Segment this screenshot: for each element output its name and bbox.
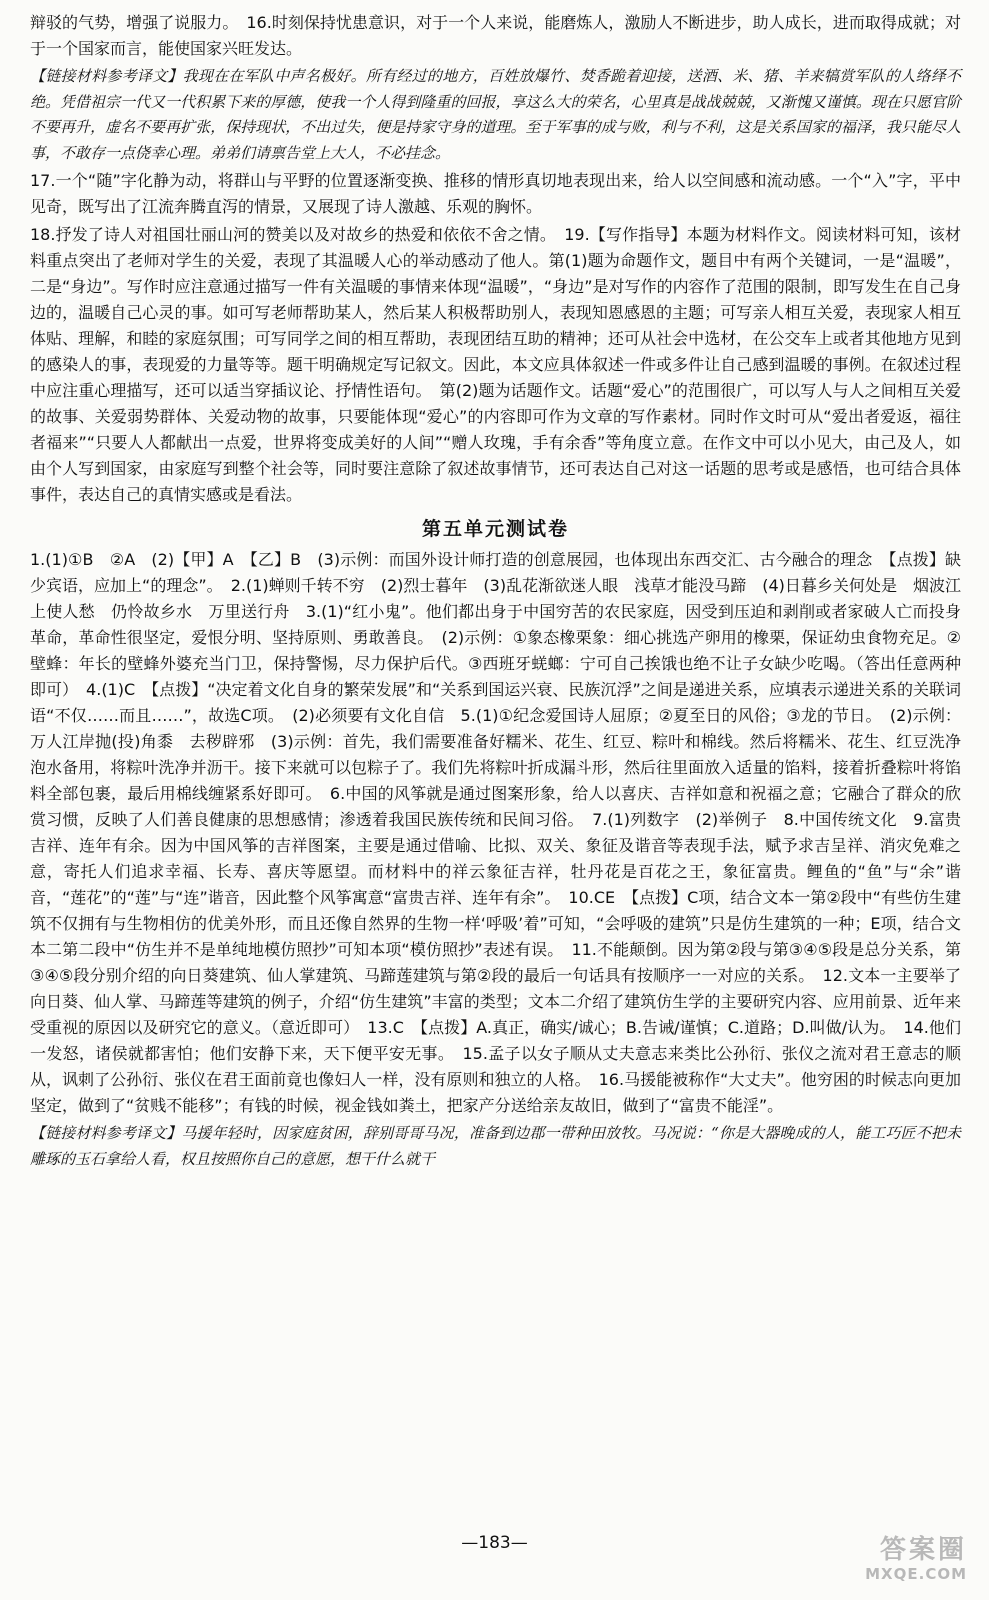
paragraph-16: 辩驳的气势，增强了说服力。 16.时刻保持忧患意识，对于一个人来说，能磨炼人，激励人不断进步，助人成长，进而取得成就；对于一个国家而言，能使国家兴旺发达。 <box>30 13 961 58</box>
paragraph-18-19: 18.抒发了诗人对祖国壮丽山河的赞美以及对故乡的热爱和依依不舍之情。 19.【写作指导】本题为材料作文。阅读材料可知，该材料重点突出了老师对学生的关爱，表现了其温暖人心的举动感动了他人。第(1)题为命题作文，题目中有两个关键词，一是“温暖”，二是“身边”。写作时应注意通过描写一件有关温暖的事情来体现“温暖”，“身边”是对写作的内容作了范围的限制，即写发生在自己身边的，温暖自己心灵的事。如可写老师帮助某人，然后某人积极帮助别人，表现知恩感恩的主题；可写亲人相互关爱，表现家人相互体贴、理解，和睦的家庭氛围；可写同学之间的相互帮助，表现团结互助的精神；还可从社会中选材，在公交车上或者其他地方见到的感染人的事，表现爱的力量等等。题干明确规定写记叙文。因此，本文应具体叙述一件或多件让自己感到温暖的事例。在叙述过程中应注重心理描写，还可以适当穿插议论、抒情性语句。 第(2)题为话题作文。话题“爱心”的范围很广，可以写人与人之间相互关爱的故事、关爱弱势群体、关爱动物的故事，只要能体现“爱心”的内容即可作为文章的写作素材。同时作文时可从“爱出者爱返，福往者福来”“只要人人都献出一点爱，世界将变成美好的人间”“赠人玫瑰，手有余香”等角度立意。在作文中可以小见大，由己及人，如由个人写到国家，由家庭写到整个社会等，同时要注意除了叙述故事情节，还可表达自己对这一话题的思考或是感悟，也可结合具体事件，表达自己的真情实感或是看法。 <box>30 225 961 504</box>
unit-five-answers: 1.(1)①B ②A (2)【甲】A 【乙】B (3)示例：而国外设计师打造的创意展园，也体现出东西交汇、古今融合的理念 【点拨】缺少宾语，应加上“的理念”。 2.(1)蝉则千转不穷 (2)烈士暮年 (3)乱花渐欲迷人眼 浅草才能没马蹄 (4)日暮乡关何处是 烟波江上使人愁 仍怜故乡水 万里送行舟 3.(1)“红小鬼”。他们都出身于中国穷苦的农民家庭，因受到压迫和剥削或者家破人亡而投身革命，革命性很坚定，爱恨分明、坚持原则、勇敢善良。 (2)示例：①象态橡栗象：细心挑选产卵用的橡栗，保证幼虫食物充足。②壁蜂：年长的壁蜂外婆充当门卫，保持警惕，尽力保护后代。③西班牙蜣螂：宁可自己挨饿也绝不让子女缺少吃喝。（答出任意两种即可） 4.(1)C 【点拨】“决定着文化自身的繁荣发展”和“关系到国运兴衰、民族沉浮”之间是递进关系，应填表示递进关系的关联词语“不仅……而且……”，故选C项。 (2)必须要有文化自信 5.(1)①纪念爱国诗人屈原；②夏至日的风俗；③龙的节日。 (2)示例：万人江岸抛(投)角黍 去秽辟邪 (3)示例：首先，我们需要准备好糯米、花生、红豆、粽叶和棉线。然后将糯米、花生、红豆洗净泡水备用，将粽叶洗净并沥干。接下来就可以包粽子了。我们先将粽叶折成漏斗形，然后往里面放入适量的馅料，接着折叠粽叶将馅料全部包裹，最后用棉线缠紧系好即可。 6.中国的风筝就是通过图案形象，给人以喜庆、吉祥如意和祝福之意；它融合了群众的欣赏习惯，反映了人们善良健康的思想感情；渗透着我国民族传统和民间习俗。 7.(1)列数字 (2)举例子 8.中国传统文化 9.富贵吉祥、连年有余。因为中国风筝的吉祥图案，主要是通过借喻、比拟、双关、象征及谐音等表现手法，赋予求吉呈祥、消灾免难之意，寄托人们追求幸福、长寿、喜庆等愿望。而材料中的祥云象征吉祥，牡丹花是百花之王，象征富贵。鲤鱼的“鱼”与“余”谐音，“莲花”的“莲”与“连”谐音，因此整个风筝寓意“富贵吉祥、连年有余”。 10.CE 【点拨】C项，结合文本一第②段中“有些仿生建筑不仅拥有与生物相仿的优美外形，而且还像自然界的生物一样‘呼吸’着”可知，“会呼吸的建筑”只是仿生建筑的一种；E项，结合文本二第二段中“仿生并不是单纯地模仿照抄”可知本项“模仿照抄”表述有误。 11.不能颠倒。因为第②段与第③④⑤段是总分关系，第③④⑤段分别介绍的向日葵建筑、仙人掌建筑、马蹄莲建筑与第②段的最后一句话具有按顺序一一对应的关系。 12.文本一主要举了向日葵、仙人掌、马蹄莲等建筑的例子，介绍“仿生建筑”丰富的类型；文本二介绍了建筑仿生学的主要研究内容、应用前景、近年来受重视的原因以及研究它的意义。（意近即可） 13.C 【点拨】A.真正，确实/诚心；B.告诫/谨慎；C.道路；D.叫做/认为。 14.他们一发怒，诸侯就都害怕；他们安静下来，天下便平安无事。 15.孟子以女子顺从丈夫意志来类比公孙衍、张仪之流对君王意志的顺从，讽刺了公孙衍、张仪在君王面前竟也像妇人一样，没有原则和独立的人格。 16.马援能被称作“大丈夫”。他穷困的时候志向更加坚定，做到了“贫贱不能移”；有钱的时候，视金钱如粪土，把家产分送给亲友故旧，做到了“富贵不能淫”。 <box>30 550 961 1115</box>
reference-translation-1 <box>30 64 961 166</box>
page-number: —183— <box>461 1533 528 1553</box>
section-title: 第五单元测试卷 <box>421 518 569 540</box>
reference-translation-2 <box>30 1121 961 1172</box>
watermark-logo <box>817 1535 967 1583</box>
watermark-top: 答案圈 <box>879 1535 967 1565</box>
reference-text-1: 【链接材料参考译文】我现在在军队中声名极好。所有经过的地方，百姓放爆竹、焚香跪着迎接，送酒、米、猪、羊来犒赏军队的人络绎不绝。凭借祖宗一代又一代积累下来的厚德，使我一个人得到隆重的回报，享这么大的荣名，心里真是战战兢兢，又渐愧又谨慎。现在只愿官阶不要再升，虚名不要再扩张，保持现状，不出过失，便是持家守身的道理。至于军事的成与败，利与不利，这是关系国家的福泽，我只能尽人事，不敢存一点侥幸心理。弟弟们请禀告堂上大人，不必挂念。 <box>30 67 961 162</box>
paragraph-17: 17.一个“随”字化静为动，将群山与平野的位置逐渐变换、推移的情形真切地表现出来，给人以空间感和流动感。一个“入”字，平中见奇，既写出了江流奔腾直泻的情景，又展现了诗人激越、乐观的胸怀。 <box>30 171 961 216</box>
reference-text-2: 【链接材料参考译文】马援年轻时，因家庭贫困，辞别哥哥马况，准备到边郡一带种田放牧。马况说：“你是大器晚成的人，能工巧匠不把未雕琢的玉石拿给人看，权且按照你自己的意愿，想干什么就干 <box>30 1124 961 1168</box>
watermark-bottom: MXQE.COM <box>865 1565 967 1583</box>
